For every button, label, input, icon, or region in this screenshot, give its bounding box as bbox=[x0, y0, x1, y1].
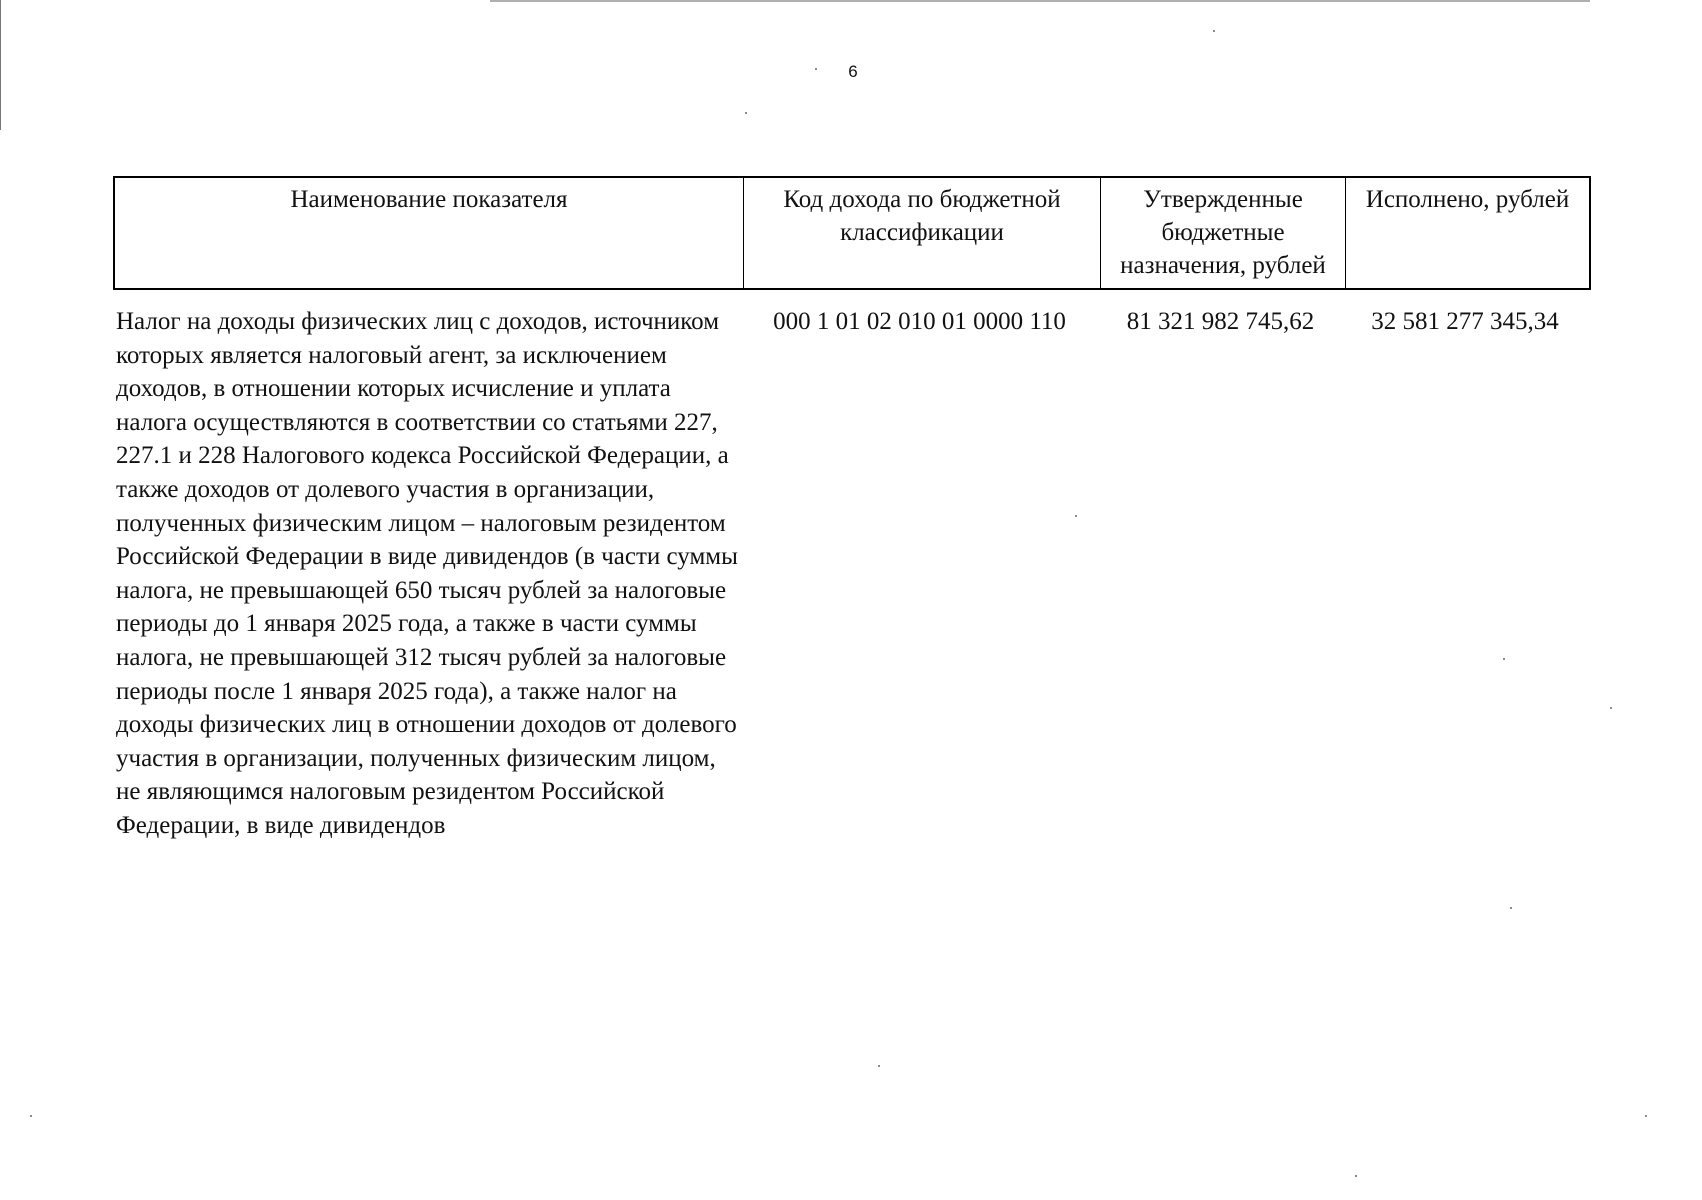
scan-edge-top bbox=[490, 0, 1590, 2]
scan-speck bbox=[745, 112, 747, 114]
scan-speck bbox=[1645, 1115, 1647, 1117]
scan-speck bbox=[1213, 30, 1215, 32]
scan-speck bbox=[1355, 1175, 1357, 1177]
cell-approved-amount: 81 321 982 745,62 bbox=[1126, 308, 1315, 335]
budget-execution-table bbox=[113, 176, 1591, 843]
scan-speck bbox=[1503, 658, 1505, 660]
header-income-code: Код дохода по бюджетной классификации bbox=[743, 178, 1100, 288]
cell-indicator-name: Налог на доходы физических лиц с доходов, источником которых является налоговый агент, за исключением доходов, в отношении которых исчисление и уплата налога осуществляются в соответствии со статьями 227, 227.1 и 228 Налогового кодекса Российской Федерации, а также доходов от долевого участия в организации, полученных физическим лицом – налоговым резидентом Российской Федерации в виде дивидендов (в части суммы налога, не превышающей 650 тысяч рублей за налоговые периоды до 1 января 2025 года, а также в части суммы налога, не превышающей 312 тысяч рублей за налоговые периоды после 1 января 2025 года), а также налог на доходы физических лиц в отношении доходов от долевого участия в организации, полученных физическим лицом, не являющимся налоговым резидентом Российской Федерации, в виде дивидендов bbox=[116, 308, 738, 839]
header-indicator-name: Наименование показателя bbox=[290, 186, 568, 213]
scan-speck bbox=[1075, 515, 1077, 517]
header-approved-amount: Утвержденные бюджетные назначения, рублей bbox=[1100, 178, 1345, 288]
cell-income-code: 000 1 01 02 010 01 0000 110 bbox=[773, 308, 1066, 335]
scan-speck bbox=[1610, 707, 1612, 709]
scan-edge-left bbox=[0, 0, 1, 130]
header-executed-amount: Исполнено, рублей bbox=[1345, 178, 1589, 288]
scan-speck bbox=[30, 1115, 32, 1117]
scan-speck bbox=[878, 1065, 880, 1067]
table-header-row bbox=[113, 176, 1591, 290]
scan-speck bbox=[1510, 907, 1512, 909]
table-row bbox=[113, 290, 1591, 843]
scan-speck bbox=[815, 68, 817, 70]
page-number: 6 bbox=[848, 62, 858, 81]
cell-executed-amount: 32 581 277 345,34 bbox=[1371, 308, 1559, 335]
